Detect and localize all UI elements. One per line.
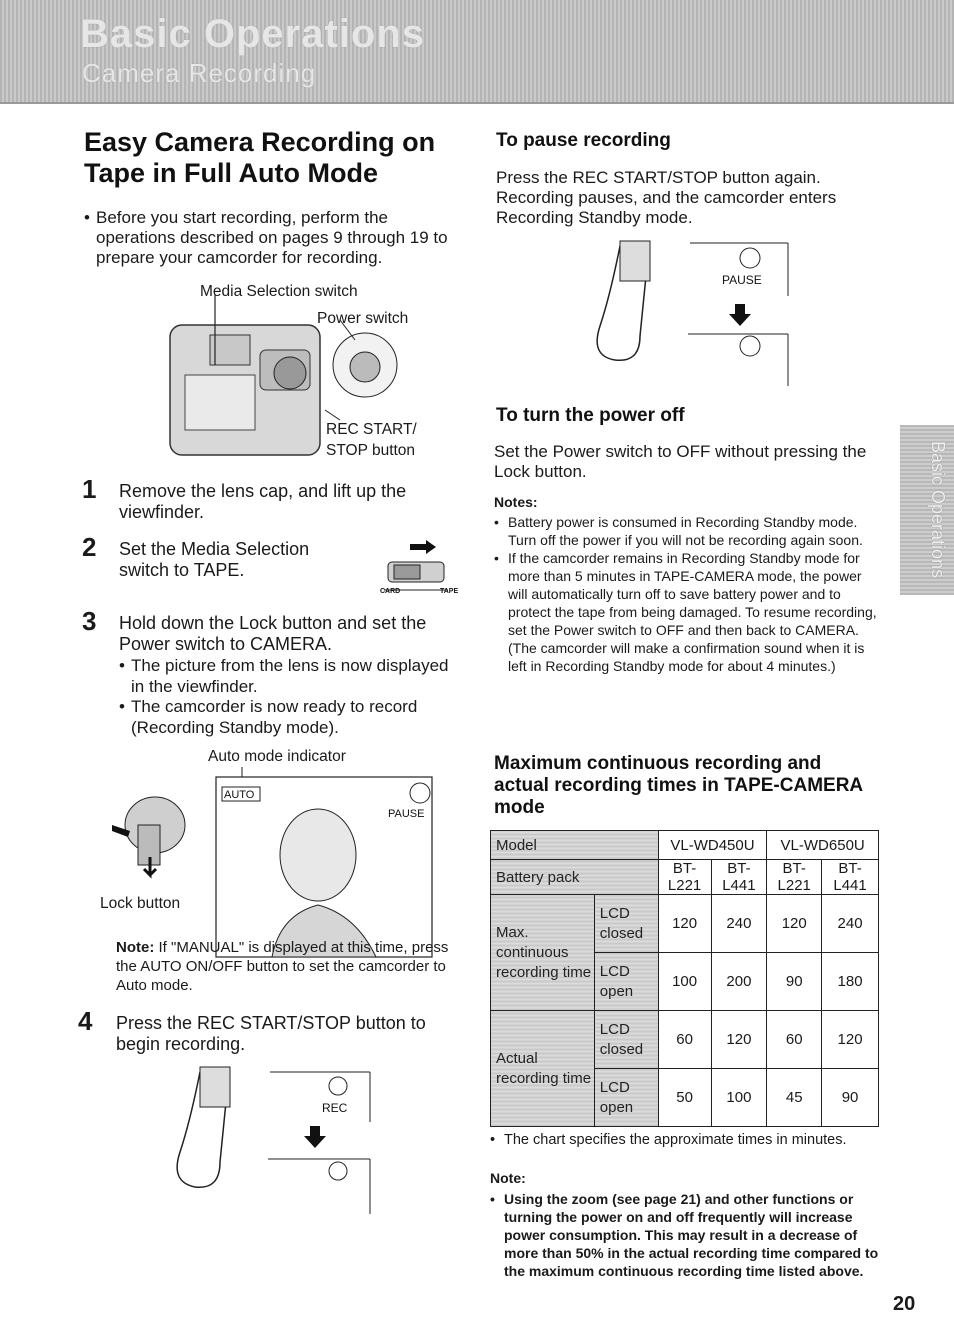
note-manual: [116, 938, 461, 995]
notes-list: [494, 513, 882, 675]
page-title: [84, 127, 435, 189]
step-2-number: 2: [82, 532, 97, 562]
step-3-bullet-2: • The camcorder is now ready to record (Recording Standby mode).: [119, 697, 459, 738]
tape-icon-pause-2: [740, 336, 760, 356]
battery-cell: BT-L221: [767, 860, 822, 895]
tape-icon-pause: [740, 248, 760, 268]
table-row: [491, 831, 879, 860]
bottom-note-text: • Using the zoom (see page 21) and other functions or turning the power on and off frequently will increase power consumption. This may result in a decrease of more than 50% in the actual recording time compared to the maximum continuous recording time listed above.: [490, 1190, 880, 1280]
table-cell: 120: [658, 895, 711, 953]
lcd-open-label: LCD open: [594, 953, 658, 1011]
lock-button-label: Lock button: [100, 895, 181, 912]
camcorder-illustration: [140, 295, 420, 470]
pause-fig-text: PAUSE: [722, 273, 762, 287]
table-cell: 240: [822, 895, 879, 953]
page-title-line1: Easy Camera Recording on: [84, 127, 436, 157]
note-item-1: • Battery power is consumed in Recording Standby mode. Turn off the power if you will not be recording again soon.: [494, 513, 882, 549]
rec-label-line1: REC START/: [326, 421, 417, 438]
battery-cell: BT-L441: [822, 860, 879, 895]
tape-icon: [410, 783, 430, 803]
table-cell: 60: [767, 1011, 822, 1069]
rec-text: REC: [322, 1101, 348, 1115]
notes-label: Notes:: [494, 494, 538, 510]
table-cell: 100: [658, 953, 711, 1011]
table-cell: 45: [767, 1069, 822, 1127]
page-title-line2: Tape in Full Auto Mode: [84, 158, 378, 188]
lcd-closed-label: LCD closed: [594, 1011, 658, 1069]
arrow-right-icon: [410, 540, 436, 554]
power-switch-label: Power switch: [317, 310, 409, 327]
table-row: [491, 895, 879, 953]
intro-text: • Before you start recording, perform the operations described on pages 9 through 19 to prepare your camcorder for recording.: [84, 208, 464, 268]
side-tab: [900, 425, 954, 595]
step-1-text: Remove the lens cap, and lift up the viewfinder.: [119, 481, 407, 522]
step-2-line1: Set the Media Selection: [119, 539, 310, 559]
step-1-number: 1: [82, 474, 97, 504]
bottom-note-list: [490, 1190, 880, 1280]
chart-note: • The chart specifies the approximate times in minutes.: [490, 1132, 882, 1148]
table-cell: 120: [711, 1011, 767, 1069]
recording-times-table: [490, 830, 879, 1127]
lcd-closed-label: LCD closed: [594, 895, 658, 953]
table-cell: 120: [767, 895, 822, 953]
media-switch-illustration: [378, 538, 468, 596]
rec-label-line2: STOP button: [326, 442, 416, 459]
step-3-text: [119, 613, 459, 655]
max-continuous-label: Max. continuous recording time: [491, 895, 595, 1011]
model-header: Model: [491, 831, 659, 860]
table-cell: 60: [658, 1011, 711, 1069]
tape-icon-rec: [329, 1077, 347, 1095]
table-cell: 180: [822, 953, 879, 1011]
note-item-2: • If the camcorder remains in Recording Standby mode for more than 5 minutes in TAPE-CAMERA mode, the power will automatically turn off to save battery power and to protect the tape from being damaged. To resume recording, set the Power switch to OFF and then back to CAMERA. (The camcorder will make a confirmation sound when it is left in Recording Standby mode for about 4 minutes.): [494, 549, 882, 675]
page-number: 20: [893, 1293, 916, 1315]
model-cell: VL-WD450U: [658, 831, 767, 860]
step-3-line2: Power switch to CAMERA.: [119, 634, 333, 654]
pause-text: Press the REC START/STOP button again. Recording pauses, and the camcorder enters Recording Standby mode.: [496, 168, 837, 227]
table-cell: 90: [767, 953, 822, 1011]
step-3-bullet-1: • The picture from the lens is now displayed in the viewfinder.: [119, 656, 459, 697]
battery-cell: BT-L441: [711, 860, 767, 895]
table-row: [491, 860, 879, 895]
section-title: Basic Operations: [80, 12, 426, 56]
rec-illustration: [170, 1062, 380, 1222]
power-text: Set the Power switch to OFF without pressing the Lock button.: [494, 442, 867, 481]
max-recording-heading: Maximum continuous recording and actual recording times in TAPE-CAMERA mode: [494, 753, 863, 818]
arrow-down-icon-2: [729, 304, 751, 326]
table-cell: 90: [822, 1069, 879, 1127]
tape-label: TAPE: [440, 588, 459, 595]
note-label: Note:: [116, 939, 155, 956]
auto-text: AUTO: [224, 789, 255, 801]
step-4-text: [116, 1013, 426, 1055]
pause-illustration: [590, 238, 800, 388]
step-3-bullets: [119, 656, 459, 738]
pause-text: PAUSE: [388, 808, 425, 820]
table-cell: 240: [711, 895, 767, 953]
media-switch-label: Media Selection switch: [200, 283, 358, 300]
pause-heading: To pause recording: [496, 130, 671, 151]
note-text: If "MANUAL" is displayed at this time, press the AUTO ON/OFF button to set the camcorder to Auto mode.: [116, 939, 449, 994]
model-cell: VL-WD650U: [767, 831, 879, 860]
side-tab-label: Basic Operations: [928, 441, 948, 579]
viewfinder-illustration: [90, 765, 440, 960]
step-4-line2: begin recording.: [116, 1034, 246, 1054]
step-2-text: [119, 539, 309, 581]
table-cell: 120: [822, 1011, 879, 1069]
section-subtitle: Camera Recording: [82, 58, 317, 88]
intro-list: [84, 208, 464, 268]
tape-icon-rec-2: [329, 1162, 347, 1180]
step-2-line2: switch to TAPE.: [119, 560, 245, 580]
battery-cell: BT-L221: [658, 860, 711, 895]
step-4-line1: Press the REC START/STOP button to: [116, 1013, 426, 1033]
battery-header: Battery pack: [491, 860, 659, 895]
step-3-number: 3: [82, 606, 97, 636]
arrow-down-icon: [304, 1126, 326, 1148]
power-heading: To turn the power off: [496, 405, 685, 426]
table-cell: 100: [711, 1069, 767, 1127]
actual-recording-label: Actual recording time: [491, 1011, 595, 1127]
step-4-number: 4: [78, 1006, 93, 1036]
bottom-note-label: Note:: [490, 1170, 526, 1186]
table-row: [491, 1011, 879, 1069]
chart-note-list: [490, 1132, 882, 1148]
step-3-line1: Hold down the Lock button and set the: [119, 613, 427, 633]
card-label: CARD: [380, 588, 401, 595]
table-cell: 200: [711, 953, 767, 1011]
table-cell: 50: [658, 1069, 711, 1127]
lcd-open-label: LCD open: [594, 1069, 658, 1127]
auto-indicator-label: Auto mode indicator: [208, 748, 346, 765]
